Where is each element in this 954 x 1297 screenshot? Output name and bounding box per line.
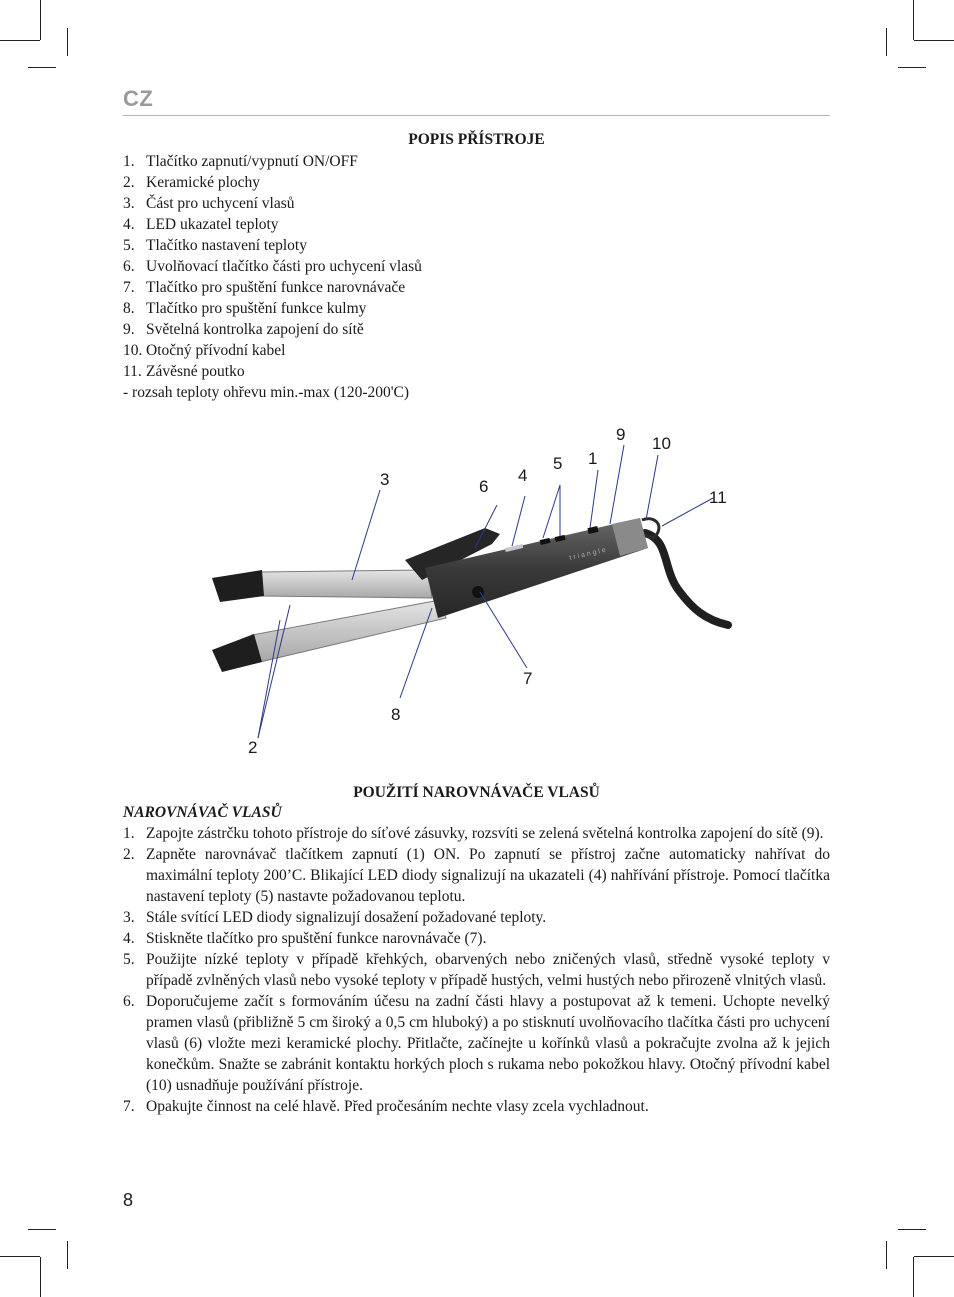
crop-mark: [0, 40, 40, 41]
crop-mark: [40, 0, 41, 40]
callout-1: 1: [588, 449, 598, 468]
callout-11: 11: [709, 488, 727, 507]
list-item: 9. Světelná kontrolka zapojení do sítě: [123, 321, 364, 338]
list-item: 5. Použijte nízké teploty v případě křehkých, obarvených nebo zničených vlasů, středně vysoké teploty v případě zvlněných vlasů nebo vysoké teploty v případě hustých, velmi hustých nebo přirozeně vlnitých vlasů.: [123, 951, 830, 989]
crop-mark: [886, 1241, 887, 1269]
power-cord: [645, 533, 728, 625]
crop-mark: [898, 67, 926, 68]
list-item: 8. Tlačítko pro spuštění funkce kulmy: [123, 300, 367, 317]
list-item: 1. Zapojte zástrčku tohoto přístroje do síťové zásuvky, rozsvíti se zelená světelná kontrolka zapojení do sítě (9).: [123, 825, 824, 842]
callout-5: 5: [553, 454, 563, 473]
list-item: 2. Zapněte narovnávač tlačítkem zapnutí (1) ON. Po zapnutí se přístroj začne automaticky nahřívat do maximální teploty 200’C. Blikající LED diody signalizují na ukazateli (4) nahřívání přístroje. Pomocí tlačítka nastavení teploty (5) nastavte požadovanou teplotu.: [123, 846, 830, 905]
list-item: 3. Stále svítící LED diody signalizují dosažení požadované teploty.: [123, 909, 547, 926]
crop-mark: [914, 40, 954, 41]
list-item: 4. Stiskněte tlačítko pro spuštění funkce narovnávače (7).: [123, 930, 487, 947]
list-item: 10. Otočný přívodní kabel: [123, 342, 286, 359]
crop-mark: [898, 1229, 926, 1230]
list-item: 5. Tlačítko nastavení teploty: [123, 237, 307, 254]
usage-steps: [123, 823, 830, 1117]
list-item: 2. Keramické plochy: [123, 174, 261, 191]
language-code: CZ: [123, 86, 154, 111]
list-item: 7. Opakujte činnost na celé hlavě. Před pročesáním nechte vlasy zcela vychladnout.: [123, 1098, 649, 1115]
list-item: 6. Uvolňovací tlačítko části pro uchycení vlasů: [123, 258, 422, 275]
crop-mark: [28, 1229, 56, 1230]
brand-label: triangle: [568, 546, 609, 562]
upper-tip: [212, 570, 264, 602]
callout-3: 3: [380, 470, 390, 489]
list-item: 4. LED ukazatel teploty: [123, 216, 279, 233]
hair-straightener-illustration: [200, 420, 740, 765]
crop-mark: [67, 1241, 68, 1269]
list-item: 11. Závěsné poutko: [123, 363, 245, 380]
crop-mark: [913, 1257, 914, 1297]
upper-arm: [260, 570, 432, 598]
header-rule: [123, 115, 830, 116]
crop-mark: [67, 28, 68, 56]
crop-mark: [914, 1256, 954, 1257]
callout-6: 6: [479, 477, 489, 496]
usage-subtitle: NAROVNÁVAČ VLASŮ: [123, 804, 282, 821]
callout-4: 4: [518, 466, 528, 485]
callout-9: 9: [616, 425, 626, 444]
usage-title: POUŽITÍ NAROVNÁVAČE VLASŮ: [353, 784, 600, 801]
list-item: 3. Část pro uchycení vlasů: [123, 195, 295, 212]
lower-arm: [252, 600, 446, 662]
callout-10: 10: [652, 434, 671, 453]
page-number: 8: [123, 1190, 134, 1210]
callout-8: 8: [391, 705, 401, 724]
callout-2: 2: [248, 738, 258, 757]
list-item: 7. Tlačítko pro spuštění funkce narovnávače: [123, 279, 406, 296]
description-title: POPIS PŘÍSTROJE: [408, 131, 545, 148]
lower-tip: [212, 634, 262, 672]
crop-mark: [40, 1257, 41, 1297]
crop-mark: [28, 67, 56, 68]
crop-mark: [913, 0, 914, 40]
crop-mark: [0, 1256, 40, 1257]
list-item: 6. Doporučujeme začít s formováním účesu na zadní části hlavy a postupovat až k temeni. Uchopte nevelký pramen vlasů (přibližně 5 cm široký a 0,5 cm hluboký) a po stisknutí uvolňovacího tlačítka části pro uchycení vlasů (6) vložte mezi keramické plochy. Přitlačte, začínejte u kořínků vlasů a pokračujte zvolna až k jejich konečkům. Snažte se zabránit kontaktu horkých ploch s rukama nebo pokožkou hlavy. Otočný přívodní kabel (10) usnadňuje používání přístroje.: [123, 993, 830, 1094]
callout-7: 7: [523, 669, 533, 688]
list-item: 1. Tlačítko zapnutí/vypnutí ON/OFF: [123, 153, 358, 170]
crop-mark: [886, 28, 887, 56]
parts-list: [123, 151, 830, 403]
temperature-note: - rozsah teploty ohřevu min.-max (120-200'C): [123, 384, 410, 401]
